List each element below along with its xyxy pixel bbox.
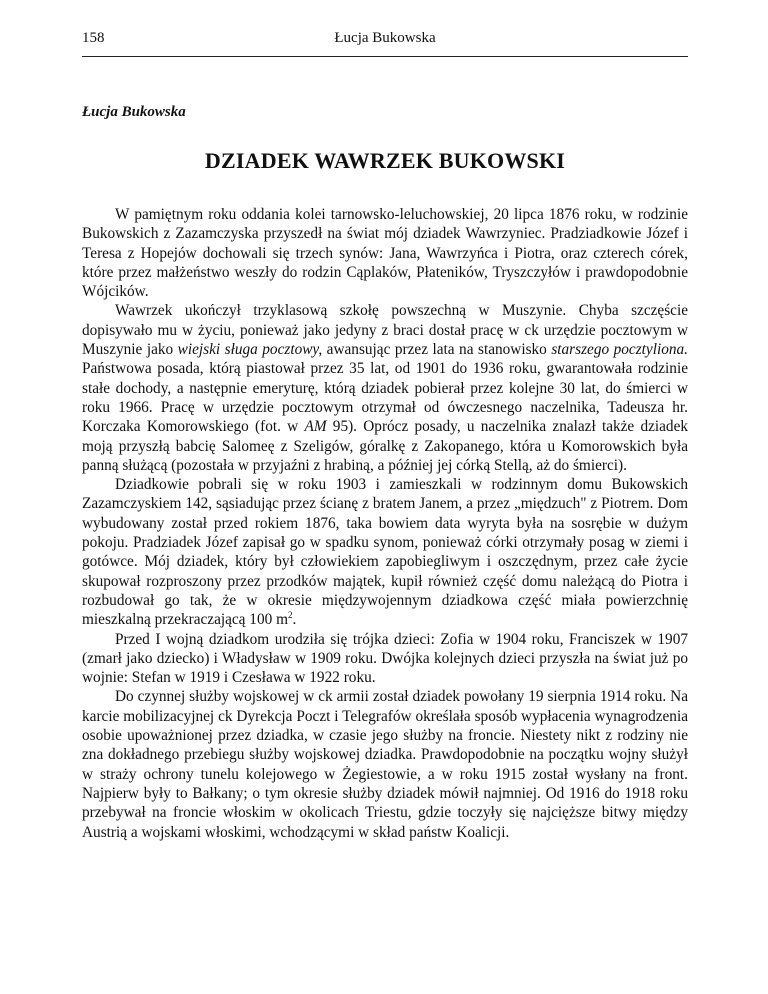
article-author: Łucja Bukowska [82,104,186,120]
text-run: Dziadkowie pobrali się w roku 1903 i zamieszkali w rodzinnym domu Bukowskich Zazamczyskiem 142, sąsiadując przez ścianę z bratem Janem, a przez „międzuch" z Piotrem. Dom wybudowany został przed rokiem 1876, taka bowiem data wyryta była na sosrębie w dużym pokoju. Pradziadek Józef zapisał go w spadku synom, ponieważ córki otrzymały posag w ziemi i gotówce. Mój dziadek, który był człowiekiem zapobiegliwym i oszczędnym, przez całe życie skupował rozproszony przez przodków majątek, kupił również część domu należącą do Piotra i rozbudował go tak, że w okresie międzywojennym dziadkowa część miała powierzchnię mieszkalną przekraczającą 100 m [82,476,688,629]
paragraph [82,475,688,629]
italic-phrase: starszego pocztyliona. [551,341,688,359]
paragraph [82,301,688,475]
running-author: Łucja Bukowska [334,30,436,46]
article-title: DZIADEK WAWRZEK BUKOWSKI [204,148,566,173]
paragraph [82,687,688,841]
superscript: 2 [287,610,293,621]
text-run: awansując przez lata na stanowisko [322,341,552,359]
page-number: 158 [82,30,105,46]
text-run: . [292,611,297,629]
text-run: W pamiętnym roku oddania kolei tarnowsko-leluchowskiej, 20 lipca 1876 roku, w rodzinie Bukowskich z Zazamczyska przyszedł na świat mój dziadek Wawrzyniec. Pradziadkowie Józef i Teresa z Hopejów dochowali się trzech synów: Jana, Wawrzyńca i Piotra, oraz czterech córek, które przez małżeństwo weszły do rodzin Cąplaków, Płateników, Tryszczyłów i prawdopodobnie Wójcików. [82,206,688,301]
text-run: Przed I wojną dziadkom urodziła się trójka dzieci: Zofia w 1904 roku, Franciszek w 1907 (zmarł jako dziecko) i Władysław w 1909 roku. Dwójka kolejnych dzieci przyszła na świat już po wojnie: Stefan w 1919 i Czesława w 1922 roku. [82,630,688,687]
paragraph [82,205,688,301]
text-run: Do czynnej służby wojskowej w ck armii został dziadek powołany 19 sierpnia 1914 roku. Na karcie mobilizacyjnej ck Dyrekcja Poczt i Telegrafów określała sposób wypłacenia wynagrodzenia osobie upoważnionej przez dziadka, w czasie jego służby na froncie. Niestety nikt z rodziny nie zna dokładnego przebiegu służby wojskowej dziadka. Prawdopodobnie na początku wojny służył w straży ochrony tunelu kolejowego w Żegiestowie, a w roku 1915 został wysłany na front. Najpierw były to Bałkany; o tym okresie służby dziadek mówił najmniej. Od 1916 do 1918 roku przebywał na froncie włoskim w okolicach Triestu, gdzie toczyły się najcięższe bitwy między Austrią a wojskami włoskimi, wchodzącymi w skład państw Koalicji. [82,688,688,841]
italic-phrase: wiejski sługa pocztowy, [177,341,323,359]
italic-phrase: AM [304,418,327,436]
text-run: Państwowa posada, którą piastował przez 35 lat, od 1901 do 1936 roku, gwarantowała rodzinie stałe dochody, a następnie emeryturę, którą dziadek pobierał przez kolejne 30 lat, do śmierci w roku 1966. Pracę w urzędzie pocztowym otrzymał od ówczesnego naczelnika, Tadeusza hr. Korczaka Komorowskiego (fot. w [82,360,688,436]
article-body [82,205,688,842]
running-header [82,30,688,57]
paragraph [82,630,688,688]
text-run: Wawrzek ukończył trzyklasową szkołę powszechną w Muszynie. Chyba szczęście dopisywało mu w życiu, ponieważ jako jedyny z braci dostał pracę w ck urzędzie pocztowym w Muszynie jako [82,302,688,359]
text-run: 95). Oprócz posady, u naczelnika znalazł także dziadek moją przyszłą babcię Salomeę z Szeligów, góralkę z Zakopanego, która u Komorowskich była panną służącą (pozostała w przyjaźni z hrabiną, a później jej córką Stellą, aż do śmierci). [82,418,689,474]
